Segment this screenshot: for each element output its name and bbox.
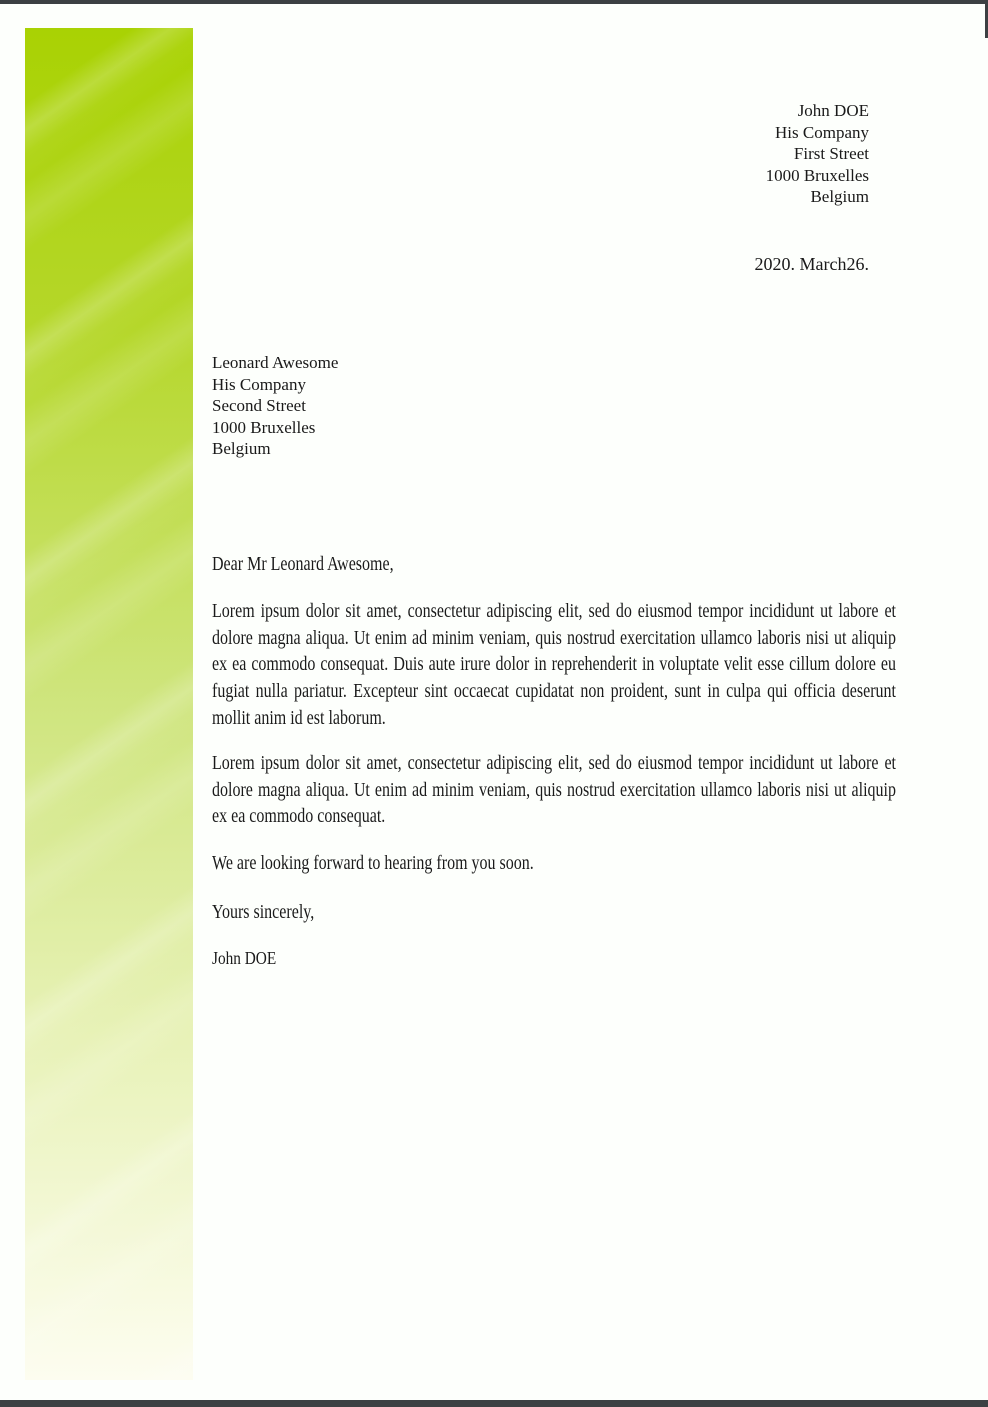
- recipient-name: Leonard Awesome: [212, 353, 339, 372]
- sender-city: 1000 Bruxelles: [765, 165, 869, 185]
- body-paragraph-1: Lorem ipsum dolor sit amet, consectetur adipiscing elit, sed do eiusmod tempor incididunt ut labore et dolore magna aliqua. Ut enim ad minim veniam, quis nostrud exercitation ullamco laboris nisi ut aliquip ex ea commodo consequat. Duis aute irure dolor in reprehenderit in voluptate velit esse cillum dolore eu fugiat nulla pariatur. Excepteur sint occaecat cupidatat non proident, sunt in culpa qui officia deserunt mollit anim id est laborum.: [212, 600, 896, 729]
- window-bottom-edge: [0, 1400, 988, 1407]
- salutation: Dear Mr Leonard Awesome,: [212, 553, 394, 575]
- sender-country: Belgium: [810, 187, 869, 206]
- recipient-company: His Company: [212, 374, 306, 394]
- sender-name: John DOE: [797, 101, 869, 120]
- body-paragraph-2: Lorem ipsum dolor sit amet, consectetur adipiscing elit, sed do eiusmod tempor incididunt ut labore et dolore magna aliqua. Ut enim ad minim veniam, quis nostrud exercitation ullamco laboris nisi ut aliquip ex ea commodo consequat.: [212, 752, 896, 828]
- window-top-edge: [0, 0, 988, 4]
- signature-name: John DOE: [212, 948, 277, 968]
- sender-company: His Company: [775, 122, 869, 142]
- sender-address-block: [766, 100, 869, 208]
- sender-street: First Street: [793, 144, 869, 163]
- letter-date: 2020. March26.: [754, 254, 869, 274]
- recipient-address-block: [212, 352, 338, 460]
- closing-line: We are looking forward to hearing from you soon.: [212, 852, 534, 874]
- recipient-street: Second Street: [212, 396, 306, 415]
- green-accent-bar: [25, 28, 193, 1380]
- recipient-country: Belgium: [212, 439, 271, 458]
- valediction: Yours sincerely,: [212, 901, 315, 923]
- recipient-city: 1000 Bruxelles: [212, 417, 316, 437]
